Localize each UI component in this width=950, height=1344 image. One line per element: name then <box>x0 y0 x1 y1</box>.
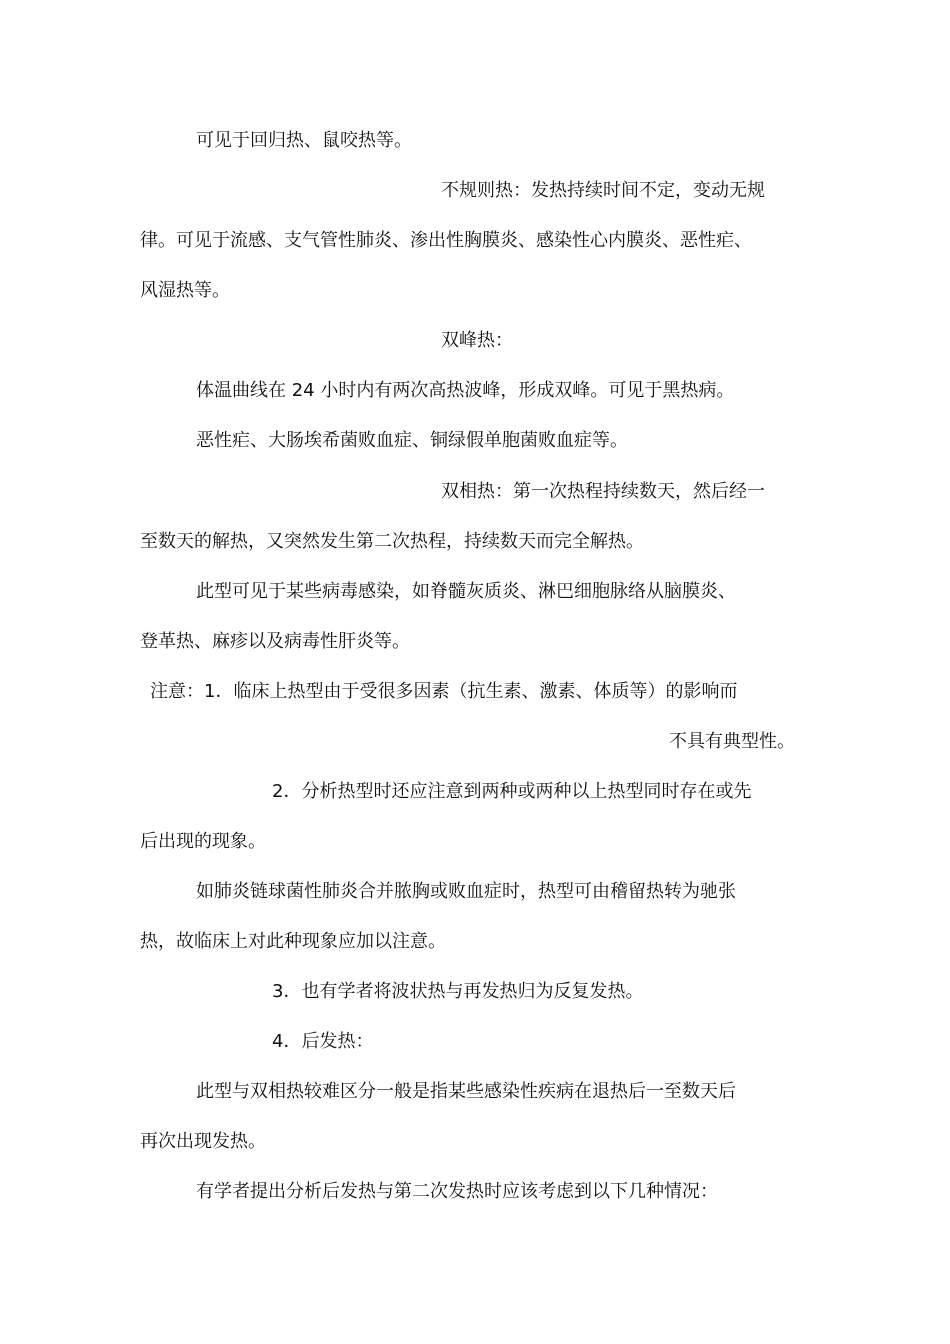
text-line-6: 体温曲线在 24 小时内有两次高热波峰，形成双峰。可见于黑热病。 <box>196 380 735 401</box>
text-line-22: 有学者提出分析后发热与第二次发热时应该考虑到以下几种情况： <box>196 1181 718 1202</box>
text-line-13: 不具有典型性。 <box>669 731 795 752</box>
text-line-12: 注意：1．临床上热型由于受很多因素（抗生素、激素、体质等）的影响而 <box>150 681 738 702</box>
text-line-15: 后出现的现象。 <box>140 831 266 852</box>
text-line-17: 热，故临床上对此种现象应加以注意。 <box>140 931 446 952</box>
text-line-1: 可见于回归热、鼠咬热等。 <box>196 130 412 151</box>
text-line-11: 登革热、麻疹以及病毒性肝炎等。 <box>140 631 410 652</box>
text-line-18: 3．也有学者将波状热与再发热归为反复发热。 <box>272 981 644 1002</box>
text-line-4: 风湿热等。 <box>140 280 230 301</box>
text-line-3: 律。可见于流感、支气管性肺炎、渗出性胸膜炎、感染性心内膜炎、恶性疟、 <box>140 230 752 251</box>
text-line-5: 双峰热： <box>441 330 513 351</box>
text-line-19: 4．后发热： <box>272 1031 374 1052</box>
text-line-8: 双相热：第一次热程持续数天，然后经一 <box>441 481 765 502</box>
text-line-2: 不规则热：发热持续时间不定，变动无规 <box>441 180 765 201</box>
text-line-14: 2．分析热型时还应注意到两种或两种以上热型同时存在或先 <box>272 781 752 802</box>
text-line-21: 再次出现发热。 <box>140 1131 266 1152</box>
text-line-10: 此型可见于某些病毒感染，如脊髓灰质炎、淋巴细胞脉络从脑膜炎、 <box>196 581 736 602</box>
text-line-7: 恶性疟、大肠埃希菌败血症、铜绿假单胞菌败血症等。 <box>196 430 628 451</box>
text-line-20: 此型与双相热较难区分一般是指某些感染性疾病在退热后一至数天后 <box>196 1081 736 1102</box>
text-line-16: 如肺炎链球菌性肺炎合并脓胸或败血症时，热型可由稽留热转为驰张 <box>196 881 736 902</box>
text-line-9: 至数天的解热，又突然发生第二次热程，持续数天而完全解热。 <box>140 531 644 552</box>
